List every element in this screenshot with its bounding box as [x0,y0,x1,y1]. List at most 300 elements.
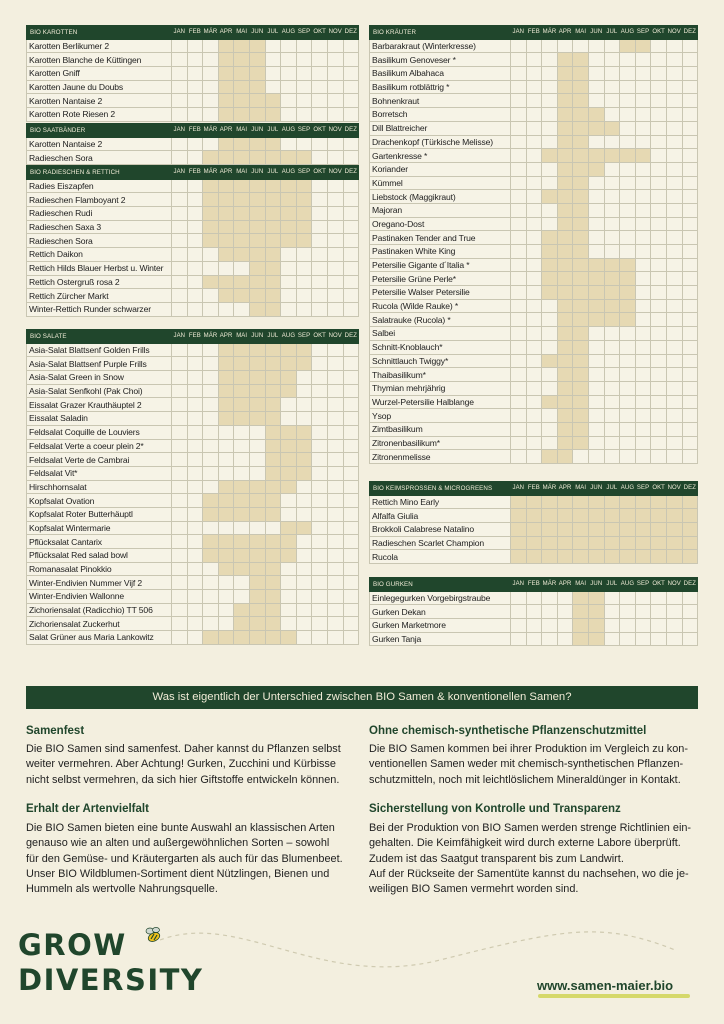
sowing-month-cell [296,220,312,234]
table-row [370,108,698,122]
table-row [370,354,698,368]
variety-name: Alfalfa Giulia [370,509,511,523]
month-cell [343,357,359,371]
section-heading-artenvielfalt: Erhalt der Artenvielfalt [26,803,149,815]
sowing-month-cell [635,509,651,523]
month-cell [281,412,297,426]
month-cell [666,286,682,300]
month-cell [187,137,203,151]
month-cell [682,272,698,286]
month-cell [651,313,667,327]
month-cell [588,203,604,217]
month-cell [172,220,188,234]
table-row [370,39,698,53]
month-cell [312,137,328,151]
month-cell [526,381,542,395]
month-cell [635,409,651,423]
month-header: FEB [187,166,203,180]
month-cell [651,217,667,231]
table-row [27,535,359,549]
month-cell [312,67,328,81]
month-cell [187,234,203,248]
sowing-month-cell [557,108,573,122]
table-row [370,272,698,286]
table-title: BIO RADIESCHEN & RETTICH [27,166,172,180]
variety-name: Schnitt-Knoblauch* [370,340,511,354]
month-cell [327,261,343,275]
sowing-month-cell [296,453,312,467]
table-row [27,108,359,122]
variety-name: Thaibasilikum* [370,368,511,382]
month-header: OKT [312,26,328,40]
sowing-month-cell [218,207,234,221]
sowing-month-cell [265,535,281,549]
month-cell [526,368,542,382]
month-header: APR [218,166,234,180]
sowing-month-cell [542,395,558,409]
sowing-month-cell [573,436,589,450]
month-cell [203,108,219,122]
text-line: Die BIO Samen bieten eine bunte Auswahl an klassischen Arten [26,822,335,834]
month-cell [604,108,620,122]
month-cell [620,121,636,135]
month-cell [682,67,698,81]
month-cell [588,80,604,94]
month-header: DEZ [343,124,359,138]
month-cell [327,494,343,508]
month-header: SEP [635,578,651,592]
sowing-month-cell [265,603,281,617]
month-cell [312,289,328,303]
month-cell [542,409,558,423]
month-cell [327,207,343,221]
sowing-month-cell [265,549,281,563]
month-cell [343,398,359,412]
sowing-month-cell [203,193,219,207]
month-cell [296,94,312,108]
month-cell [343,425,359,439]
month-header: SEP [296,26,312,40]
variety-name: Zichoriensalat (Radicchio) TT 506 [27,603,172,617]
month-header: MÄR [203,124,219,138]
month-cell [511,80,527,94]
sowing-month-cell [234,80,250,94]
sowing-month-cell [573,272,589,286]
month-cell [651,67,667,81]
month-cell [511,190,527,204]
month-cell [218,521,234,535]
month-header: DEZ [343,26,359,40]
sowing-month-cell [218,357,234,371]
month-cell [588,422,604,436]
month-cell [203,466,219,480]
sowing-month-cell [588,108,604,122]
sowing-month-cell [218,384,234,398]
month-header: MÄR [203,166,219,180]
month-cell [511,39,527,53]
text-line: für den Gemüse- und Kräutergarten als auch für das Blumenbeet. [26,852,343,865]
sowing-month-cell [296,179,312,193]
sowing-month-cell [573,632,589,646]
month-cell [682,591,698,605]
month-cell [635,605,651,619]
month-cell [296,80,312,94]
month-cell [327,549,343,563]
variety-name: Brokkoli Calabrese Natalino [370,523,511,537]
month-cell [172,53,188,67]
variety-name: Feldsalat Verte a coeur plein 2* [27,439,172,453]
sowing-month-cell [234,412,250,426]
month-cell [172,425,188,439]
month-cell [682,39,698,53]
sowing-month-cell [265,371,281,385]
sowing-month-cell [682,550,698,564]
month-cell [511,409,527,423]
month-cell [296,590,312,604]
sowing-month-cell [526,536,542,550]
website-link[interactable]: www.samen-maier.bio [537,978,674,993]
month-cell [526,176,542,190]
sowing-month-cell [218,507,234,521]
sowing-month-cell [218,371,234,385]
month-cell [172,302,188,316]
sowing-month-cell [573,162,589,176]
month-cell [682,368,698,382]
sowing-month-cell [265,302,281,316]
month-header: JUL [265,330,281,344]
sowing-month-cell [542,245,558,259]
month-cell [635,422,651,436]
month-header: MÄR [203,330,219,344]
sowing-month-cell [635,550,651,564]
month-cell [588,39,604,53]
month-cell [203,398,219,412]
sowing-month-cell [249,151,265,165]
sowing-month-cell [203,234,219,248]
month-cell [682,436,698,450]
month-cell [682,632,698,646]
month-cell [187,357,203,371]
month-header: JUL [604,26,620,40]
month-cell [234,453,250,467]
month-cell [296,261,312,275]
sowing-month-cell [265,466,281,480]
table-row [27,343,359,357]
sowing-month-cell [573,409,589,423]
month-header: MAI [573,26,589,40]
month-cell [557,591,573,605]
sowing-month-cell [234,631,250,645]
sowing-month-cell [557,217,573,231]
sowing-month-cell [249,412,265,426]
sowing-month-cell [203,207,219,221]
month-cell [281,494,297,508]
sowing-month-cell [573,495,589,509]
month-cell [312,453,328,467]
variety-name: Radieschen Sora [27,234,172,248]
month-cell [635,162,651,176]
month-cell [604,203,620,217]
sowing-month-cell [573,368,589,382]
month-header: JUN [249,26,265,40]
month-cell [588,354,604,368]
month-cell [526,409,542,423]
sowing-month-cell [249,384,265,398]
sowing-month-cell [557,536,573,550]
month-cell [635,436,651,450]
sowing-month-cell [557,395,573,409]
sowing-month-cell [218,289,234,303]
month-cell [542,39,558,53]
month-cell [620,176,636,190]
table-header-row [370,26,698,40]
sowing-month-cell [249,494,265,508]
month-cell [557,619,573,633]
month-cell [172,108,188,122]
sowing-month-cell [620,258,636,272]
month-cell [511,149,527,163]
month-header: NOV [666,578,682,592]
month-cell [187,494,203,508]
sowing-month-cell [557,450,573,464]
month-cell [187,220,203,234]
sowing-month-cell [557,121,573,135]
month-cell [203,53,219,67]
month-header: AUG [281,26,297,40]
month-cell [666,67,682,81]
month-cell [526,436,542,450]
sowing-month-cell [234,220,250,234]
sowing-month-cell [557,495,573,509]
month-cell [296,275,312,289]
month-cell [312,108,328,122]
comparison-banner: Was ist eigentlich der Unterschied zwischen BIO Samen & konventionellen Samen? [26,686,698,709]
month-cell [343,39,359,53]
month-cell [296,53,312,67]
month-cell [557,632,573,646]
table-row [27,507,359,521]
variety-name: Winter-Rettich Runder schwarzer [27,302,172,316]
sowing-month-cell [218,494,234,508]
month-cell [203,384,219,398]
month-cell [620,340,636,354]
month-cell [187,151,203,165]
month-cell [620,591,636,605]
sowing-month-cell [651,536,667,550]
variety-name: Karotten Rote Riesen 2 [27,108,172,122]
month-cell [327,603,343,617]
sowing-month-cell [218,398,234,412]
sowing-month-cell [218,94,234,108]
month-cell [651,94,667,108]
month-cell [651,340,667,354]
sowing-month-cell [588,286,604,300]
sowing-month-cell [203,220,219,234]
sowing-month-cell [573,286,589,300]
month-cell [511,436,527,450]
month-header: MÄR [542,578,558,592]
month-header: DEZ [682,26,698,40]
month-cell [635,217,651,231]
month-cell [666,135,682,149]
month-cell [312,507,328,521]
month-header: OKT [312,330,328,344]
table-title: BIO KEIMSPROSSEN & MICROGREENS [370,482,511,496]
month-cell [187,53,203,67]
sowing-month-cell [234,603,250,617]
month-header: OKT [651,26,667,40]
sowing-month-cell [588,550,604,564]
month-cell [620,135,636,149]
table-row [370,299,698,313]
month-cell [526,135,542,149]
sowing-month-cell [557,190,573,204]
variety-name: Radieschen Saxa 3 [27,220,172,234]
month-cell [604,162,620,176]
month-cell [511,368,527,382]
sowing-month-cell [249,371,265,385]
variety-name: Basilikum Genoveser * [370,53,511,67]
month-cell [635,231,651,245]
month-cell [296,371,312,385]
month-cell [511,53,527,67]
month-cell [172,179,188,193]
sowing-month-cell [588,299,604,313]
month-cell [526,231,542,245]
month-cell [343,603,359,617]
sowing-month-cell [573,523,589,537]
table-title: BIO SALATE [27,330,172,344]
month-cell [542,340,558,354]
sowing-month-cell [557,313,573,327]
month-cell [604,619,620,633]
month-header: AUG [620,578,636,592]
sowing-month-cell [557,272,573,286]
sowing-month-cell [557,245,573,259]
month-cell [511,176,527,190]
month-cell [526,94,542,108]
sowing-month-cell [234,507,250,521]
month-cell [187,248,203,262]
table-salate [26,329,359,645]
variety-name: Salatrauke (Rucola) * [370,313,511,327]
variety-name: Radieschen Scarlet Champion [370,536,511,550]
month-cell [249,453,265,467]
sowing-month-cell [281,631,297,645]
month-cell [312,53,328,67]
month-header: JUN [249,330,265,344]
month-cell [604,231,620,245]
month-cell [312,480,328,494]
month-cell [327,384,343,398]
month-cell [651,395,667,409]
table-row [27,576,359,590]
month-cell [526,245,542,259]
table-row [27,137,359,151]
sowing-month-cell [249,631,265,645]
sowing-month-cell [249,535,265,549]
month-cell [187,193,203,207]
month-header: FEB [526,482,542,496]
section-text-pflanzenschutz [369,742,701,788]
month-cell [682,299,698,313]
month-cell [511,354,527,368]
month-cell [187,207,203,221]
month-cell [327,617,343,631]
month-cell [604,632,620,646]
sowing-month-cell [218,412,234,426]
variety-name: Borretsch [370,108,511,122]
month-cell [620,409,636,423]
sowing-month-cell [249,94,265,108]
month-cell [312,207,328,221]
sowing-month-cell [557,176,573,190]
month-cell [526,67,542,81]
month-cell [172,631,188,645]
sowing-month-cell [234,494,250,508]
month-cell [573,39,589,53]
variety-name: Dill Blattreicher [370,121,511,135]
month-cell [526,272,542,286]
sowing-month-cell [620,39,636,53]
sowing-month-cell [573,605,589,619]
month-cell [511,381,527,395]
month-cell [526,190,542,204]
month-cell [172,398,188,412]
month-cell [666,272,682,286]
sowing-month-cell [249,80,265,94]
month-cell [651,299,667,313]
sowing-month-cell [604,299,620,313]
sowing-month-cell [249,576,265,590]
sowing-month-cell [265,137,281,151]
variety-name: Karotten Nantaise 2 [27,137,172,151]
sowing-month-cell [573,536,589,550]
sowing-month-cell [526,523,542,537]
sowing-month-cell [666,523,682,537]
month-cell [635,190,651,204]
text-line: ventionellen Samen weder mit chemisch-synthetischen Pflanzen- [369,758,684,771]
text-line: weiter vermehren. Aber Achtung! Gurken, Zucchini und Kürbisse [26,758,336,771]
month-cell [343,480,359,494]
month-cell [511,395,527,409]
sowing-month-cell [573,190,589,204]
sowing-month-cell [557,368,573,382]
sowing-month-cell [666,495,682,509]
month-cell [187,384,203,398]
sowing-month-cell [296,151,312,165]
sowing-month-cell [573,340,589,354]
sowing-month-cell [265,179,281,193]
bee-icon [144,926,164,946]
month-cell [604,67,620,81]
sowing-month-cell [557,135,573,149]
month-cell [666,231,682,245]
variety-name: Winter-Endivien Nummer Vijf 2 [27,576,172,590]
sowing-month-cell [666,509,682,523]
month-cell [620,422,636,436]
month-header: AUG [620,26,636,40]
month-cell [281,39,297,53]
month-cell [203,453,219,467]
month-cell [296,248,312,262]
sowing-month-cell [557,94,573,108]
month-header: OKT [312,166,328,180]
table-row [27,80,359,94]
month-cell [187,576,203,590]
sowing-month-cell [651,550,667,564]
month-cell [172,343,188,357]
